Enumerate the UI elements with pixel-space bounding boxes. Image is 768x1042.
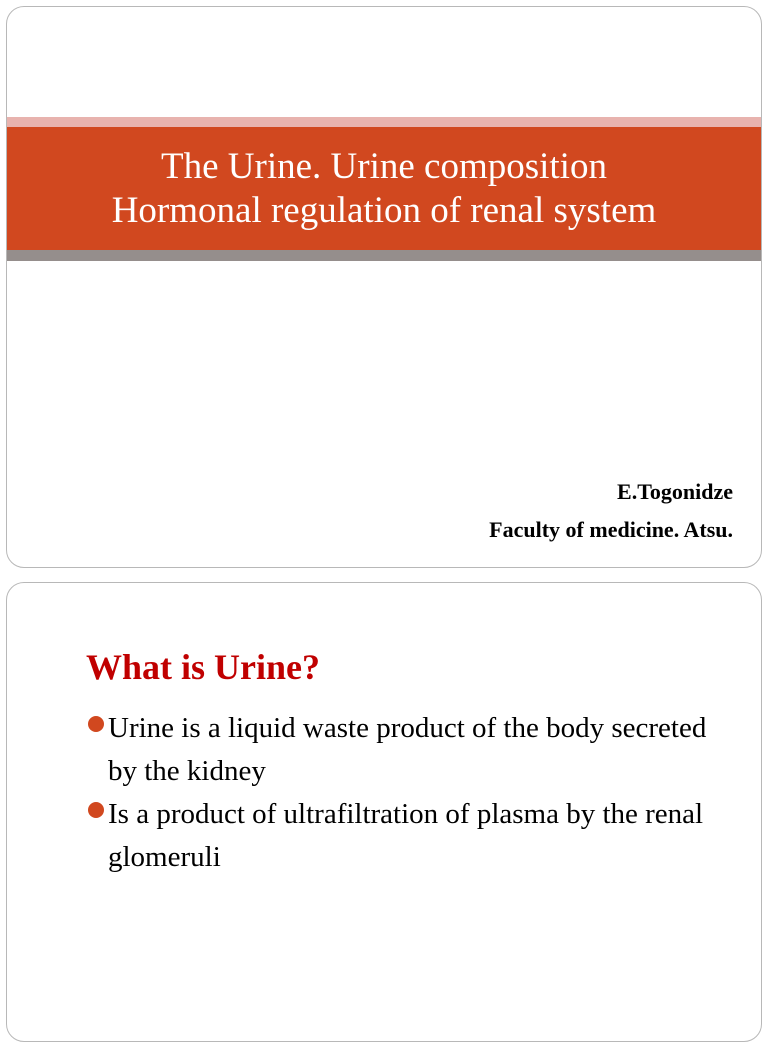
bullet-item [86,793,736,879]
title-bar [7,127,761,250]
content-slide [6,582,762,1042]
slide-heading: What is Urine? [86,647,320,687]
byline [489,473,733,549]
bullet-dot-icon [88,802,104,818]
bullet-list [86,707,736,879]
author-affiliation: Faculty of medicine. Atsu. [489,517,733,542]
bullet-text: Is a product of ultrafiltration of plasma by the renal glomeruli [108,798,704,873]
bullet-item [86,707,736,793]
slide-title-line-2: Hormonal regulation of renal system [111,190,657,231]
author-name: E.Togonidze [617,479,733,504]
bullet-dot-icon [88,716,104,732]
slide-title-line-1: The Urine. Urine composition [161,146,607,187]
title-slide [6,6,762,568]
title-accent-band-bottom [7,250,761,261]
bullet-text: Urine is a liquid waste product of the body secreted by the kidney [108,712,707,787]
title-accent-band-top [7,117,761,127]
